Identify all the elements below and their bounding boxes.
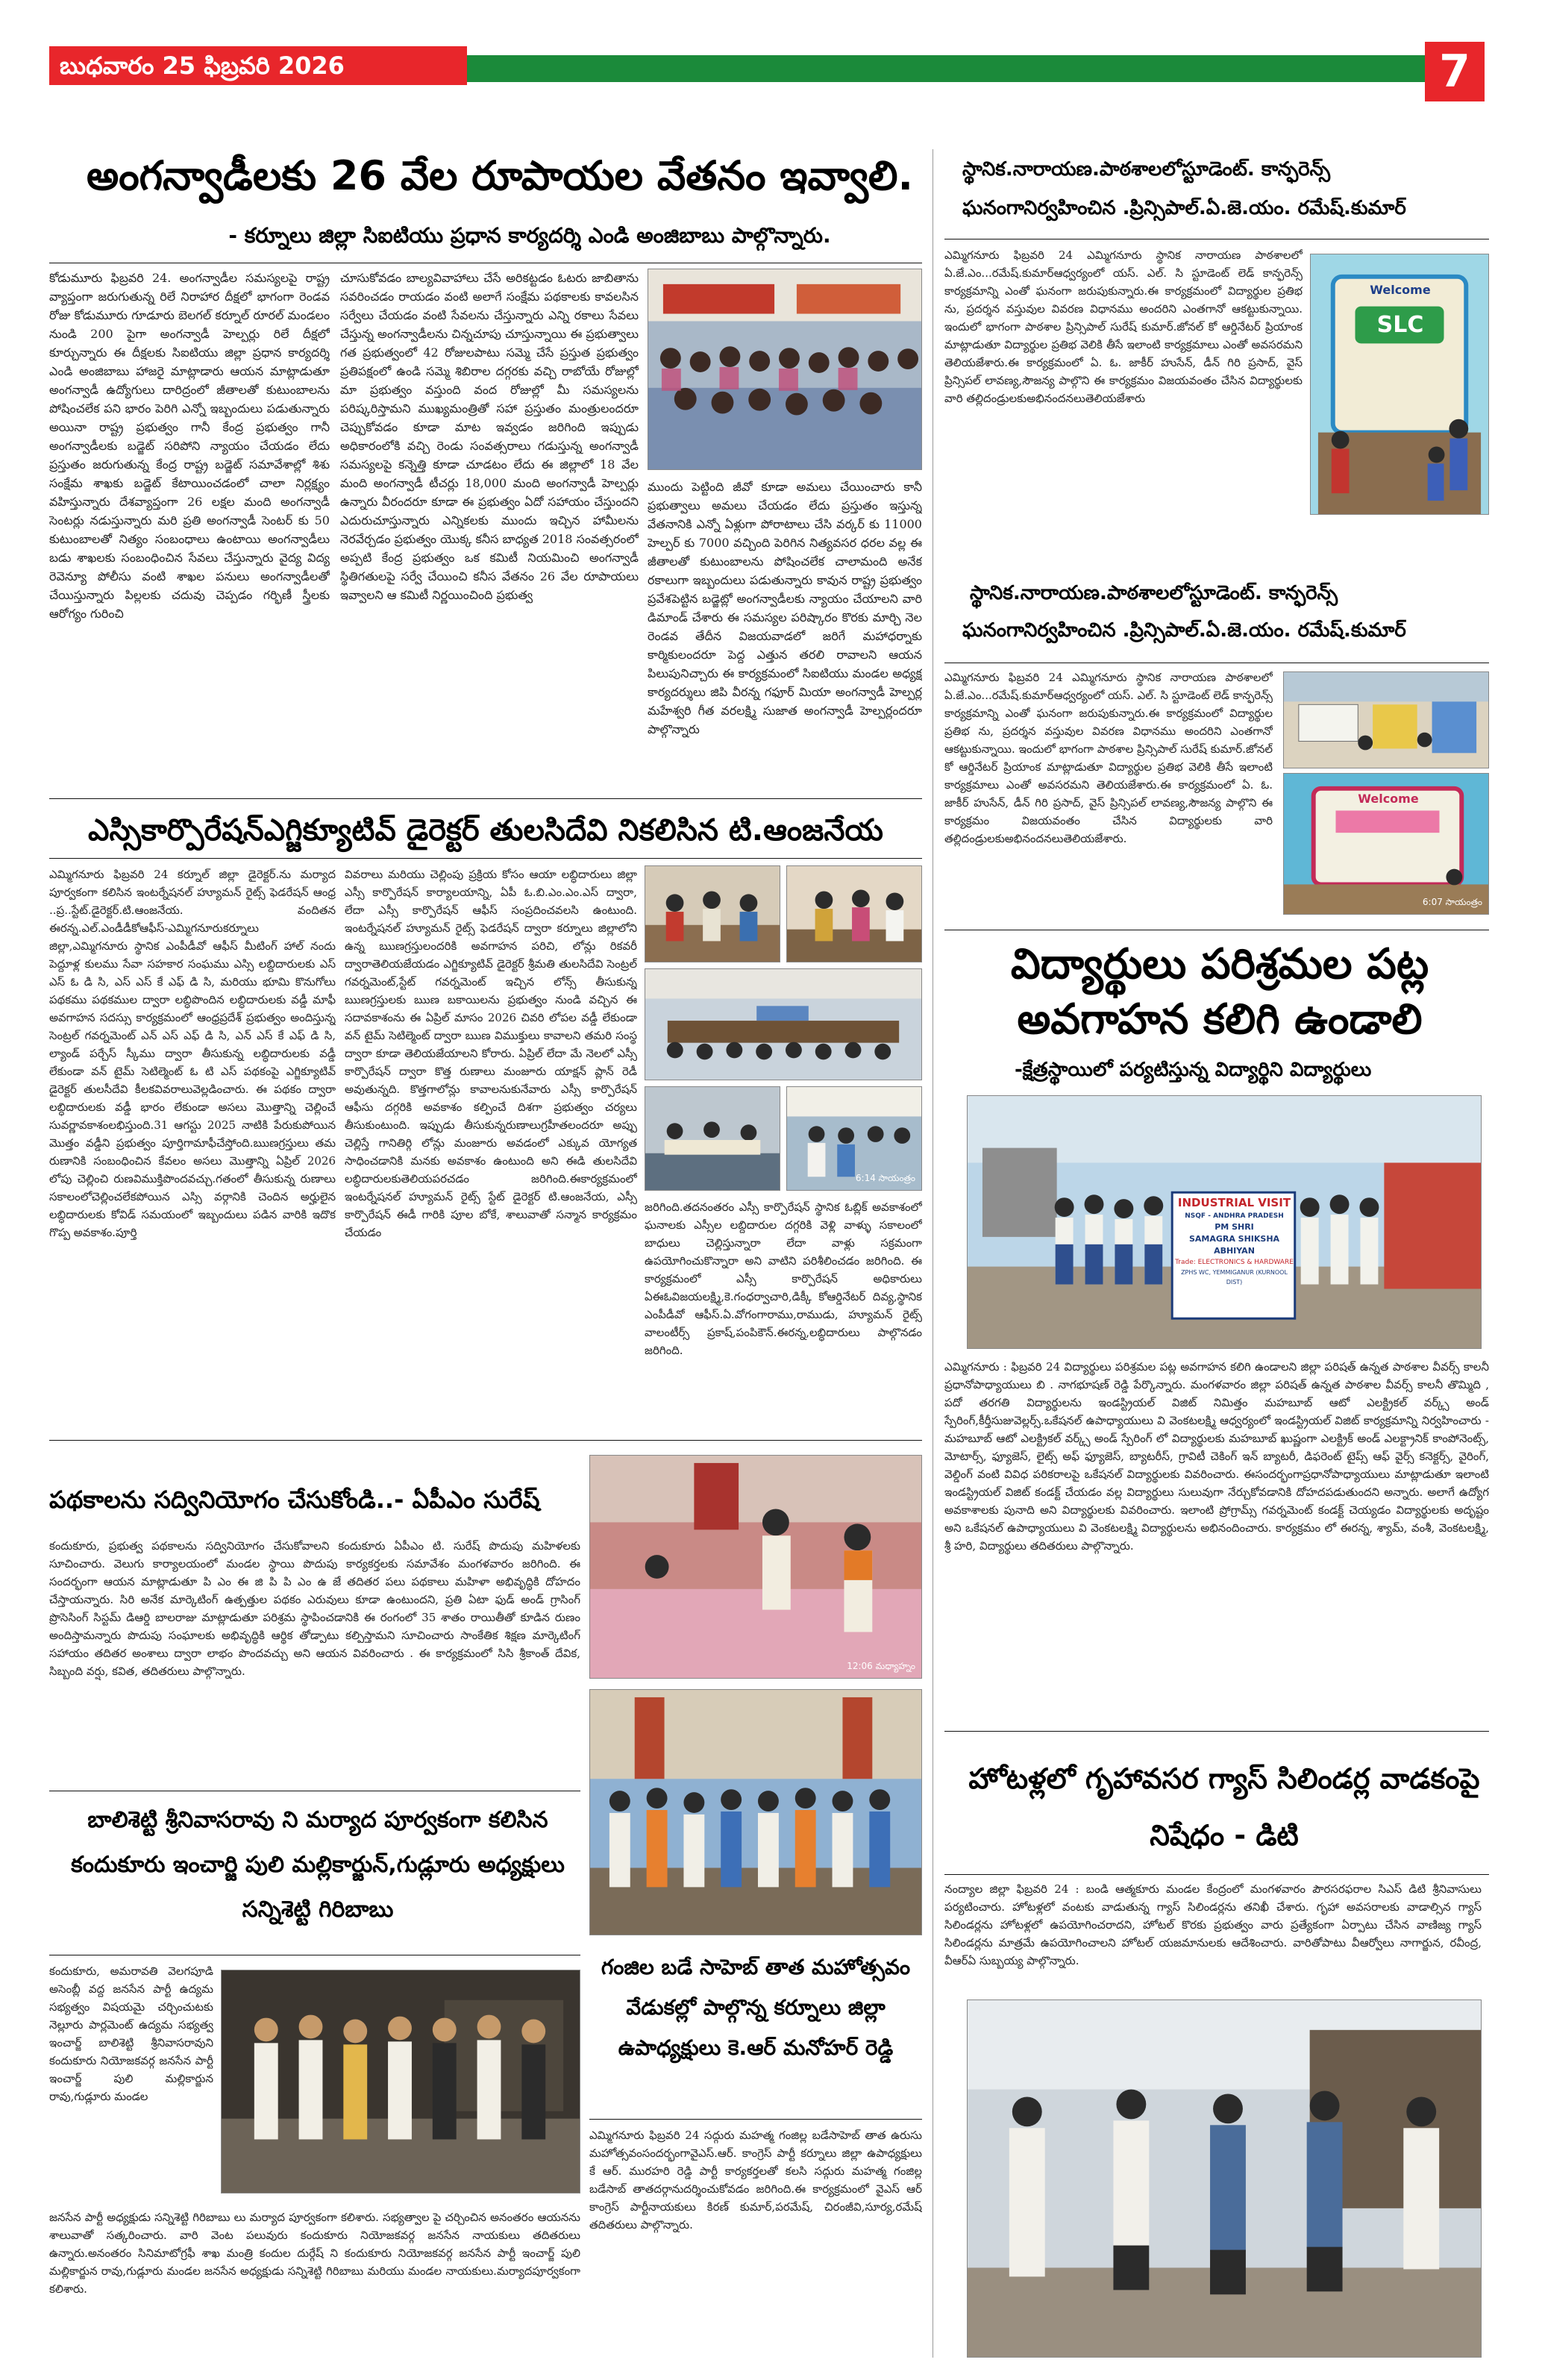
balisetty-headline: బాలిశెట్టి శ్రీనివాసరావు ని మర్యాద పూర్వకంగా కలిసిన కందుకూరు ఇంచార్జి పులి మల్లికార్జున్,గుడ్లూరు అధ్యక్షులు సన్నిశెట్టి గిరిబాబు [71,1807,565,1923]
banner-line-4: ABHIYAN [1214,1246,1255,1256]
gas-top-rule [944,1731,1489,1732]
sc-photo-2 [786,865,922,962]
balisetty-text-left: కందుకూరు, అమరావతి వెలగపూడి అసెంబ్లీ వద్ద జనసేన పార్టీ ఉద్యమ సభ్యత్వం విషయమై చర్చించుటకు నెల్లూరు పార్లమెంట్ ఉద్యమ సభ్యత్వ ఇంచార్జ్ బాలిశెట్టి శ్రీనివాసరావుని కందుకూరు నియోజకవర్గ జనసేన పార్టీ ఇంచార్జ్ పులి మల్లికార్జున రావు,గుడ్లూరు మండల [49,1964,213,2103]
slc2-text: ఎమ్మిగనూరు ఫిబ్రవరి 24 ఎమ్మిగనూరు స్థానిక నారాయణ పాఠశాలలో ఏ.జే.ఎం...రమేష్.కుమార్ఆధ్వర్యంలో యస్. ఎల్. సి స్టూడెంట్ లెడ్ కాన్ఫరెన్స్ కార్యక్రమాన్ని ఎంతో ఘనంగా జరుపుకున్నారు.ఈ కార్యక్రమంలో విద్యార్థుల ప్రతిభ ను, ప్రదర్శన వస్తువుల వివరణ విధానము అందరిని ఎంతగానో ఆకట్టుకున్నాయి. ఇందులో భాగంగా పాఠశాల ప్రిన్సిపాల్ సురేష్ కుమార్.జోనల్ కో ఆర్డినేటర్ ప్రియాంక మాట్లాడుతూ విద్యార్థుల ప్రతిభ వెలికి తీసే ఇలాంటి కార్యక్రమాలు ఎంతో అవసరమని తెలియజేశారు.ఈ కార్యక్రమంలో ఏ. ఓ. జాకీర్ హుసేన్, డీన్ గిరి ప్రసాద్, వైస్ ప్రిన్సిపల్ లావణ్య,సౌజన్య పాల్గొని ఈ కార్యక్రమం విజయవంతం చేసిన విద్యార్థులకు వారి తల్లిదండ్రులకుఅభినందనలుతెలియజేశారు. [944,671,1273,845]
sc-headline: ఎస్సికార్పొరేషన్ఎగ్జిక్యూటివ్ డైరెక్టర్ తులసిదేవి నికలిసిన టి.ఆంజనేయ [88,813,883,848]
story1-headline: అంగన్వాడీలకు 26 వేల రూపాయల వేతనం ఇవ్వాలి. [87,152,913,199]
schemes-text: కందుకూరు, ప్రభుత్వ పథకాలను సద్వినియోగం చేసుకోవాలని కందుకూరు ఏపీఎం టి. సురేష్ పొదుపు మహిళలకు సూచించారు. వెలుగు కార్యాలయంలో మండల స్థాయి పొదుపు కార్యకర్తలకు సమావేశం మంగళవారం జరిగింది. ఈ సందర్భంగా ఆయన మాట్లాడుతూ పి ఎం ఈ జి పి పి ఎం ఉ జే తదితర పలు పథకాలు మహిళా అభివృద్ధికి దోహదం చేస్తాయన్నారు. సిరి అనేక మార్కెటింగ్ ఉత్పత్తుల పథకం ఎరువులు కూడా ఉంటుందని, ప్రతి ఏటా ఫుడ్ అండ్ గ్రాసింగ్ ప్రొసెసింగ్ సిస్టమ్ డిఆర్డి బాలరాజు మాట్లాడుతూ పరిశ్రమ స్థాపించడానికి ఈ రంగంలో 35 శాతం రాయితీతో కూడిన రుణం అందిస్తామన్నారు పొదుపు సంఘాలకు అభివృద్ధికి ఆర్థిక తోడ్పాటు కల్పిస్తామని సూచించారు సాంకేతిక శిక్షణ మార్కెటింగ్ సహాయం తదితర అంశాలు ద్వారా లాభం పొందవచ్చు అని ఆయన వివరించారు . ఈ కార్యక్రమంలో సిసి శ్రీకాంత్ దేవిక, సిబ్బంది వర్షు, కవిత, తదితరులు పాల్గొన్నారు. [49,1539,580,1678]
masthead-date: బుధవారం 25 ఫిబ్రవరి 2026 [60,51,345,80]
story1-column-1: కోడుమూరు ఫిబ్రవరి 24. అంగన్వాడీల సమస్యలపై రాష్ట్ర వ్యాప్తంగా జరుగుతున్న రిలే నిరాహార దీక్షలో భాగంగా రెండవ రోజు కోడుమూరు గూడూరు బెలగల్ కర్నూల్ రూరల్ మండలం నుండి 200 పైగా అంగన్వాడీ హెల్పర్లు రిలే దీక్షలో కూర్చున్నారు ఈ దీక్షలకు సిఐటియు జిల్లా ప్రధాన కార్యదర్శి ఎండి అంజిబాబు హాజరై మాట్లాడారు ఆయన మాట్లాడుతూ అంగన్వాడీ ఉద్యోగులు దారిద్రంలో జీతాలతో కుటుంబాలను పోషించలేక పని భారం పెరిగి ఎన్నో ఇబ్బందులు పడుతున్నారు అయినా రాష్ట్ర ప్రభుత్వం గానీ కేంద్ర ప్రభుత్వం గానీ అంగన్వాడీలకు బడ్జెట్ సరిపోని న్యాయం చేయడం లేదు ప్రస్తుతం జరుగుతున్న కేంద్ర రాష్ట్ర బడ్జెట్ సమావేశాల్లో శిశు సంక్షేమ శాఖకు బడ్జెట్ కేటాయించడంలో చాలా నిర్లక్ష్యం వహిస్తున్నారు దేశవ్యాప్తంగా 26 లక్షల మంది అంగన్వాడీ సెంటర్లు నడుస్తున్నారు మరి ప్రతి అంగన్వాడీ సెంటర్ కు 50 కుటుంబాలతో నిత్యం సంబంధాలు ఉంటాయి అంగన్వాడీలు బడు శాఖలకు సంబంధించిన సేవలు చేస్తున్నారు వైద్య విద్య రెవెన్యూ పోలీసు వంటి శాఖల పనులు అంగన్వాడీలతో చేయిస్తున్నారు పిల్లలకు చదువు చెప్పడం గర్భిణీ స్త్రీలకు ఆరోగ్యం గురించి [49,271,330,621]
story1-column-2: చూసుకోవడం బాల్యవివాహాలు చేసే అరికట్టడం ఓటరు జాబితాను సవరించడం రాయడం వంటి అలాగే సంక్షేమ పథకాలకు కావలసిన సర్వేలు చేయడం వంటి సేవలను చేస్తున్నారు ఎన్ని రకాలు సేవలు చేస్తున్న అంగన్వాడీలను చిన్నచూపు చూస్తున్నాయి ఈ ప్రభుత్వాలు గత ప్రభుత్వంలో 42 రోజులపాటు సమ్మె చేసే ప్రస్తుత ప్రభుత్వం ప్రతిపక్షంలో ఉండి సమ్మె శిబిరాల దగ్గరకు వచ్చి రాబోయే రోజుల్లో మా ప్రభుత్వం వస్తుంది వంద రోజుల్లో మీ సమస్యలను పరిష్కరిస్తామని ముఖ్యమంత్రితో సహా ప్రస్తుతం మంత్రులందరూ చెప్పుకోవడం కూడా మాట ఇవ్వడం జరిగింది ఇప్పుడు అధికారంలోకి వచ్చి రెండు సంవత్సరాలు గడుస్తున్న అంగన్వాడీ సమస్యలపై కన్నెత్తి కూడా చూడటం లేదు ఈ జిల్లాలో 18 వేల మంది అంగన్వాడీ టీచర్లు 18,000 మంది అంగన్వాడీ హెల్పర్లు ఉన్నారు వీరందరూ కూడా ఈ ప్రభుత్వం ఏదో సహాయం చేస్తుందని ఎదురుచూస్తున్నారు ఎన్నికలకు ముందు ఇచ్చిన హామీలను నెరవేర్చడం ప్రభుత్వం యొక్క కనీస బాధ్యత 2018 సంవత్సరంలో అప్పటి కేంద్ర ప్రభుత్వం ఒక కమిటీ నియమించి అంగన్వాడీ స్థితిగతులపై సర్వే చేయించి కనీస వేతనం 26 వేల రూపాయలు ఇవ్వాలని ఆ కమిటీ నిర్ణయించింది ప్రభుత్వ [340,271,639,602]
industrial-visit-banner [1174,1194,1294,1318]
slc1-headline-line2: ఘనంగానిర్వహించిన .ప్రిన్సిపాల్.ఏ.జె.యం. రమేష్.కుమార్ [962,197,1406,219]
sc-column-2: వివరాలు మరియు చెల్లింపు ప్రక్రియ కోసం ఆయా లబ్ధిదారులు జిల్లా ఎస్సీ కార్పొరేషన్ కార్యాలయాన్ని, ఏపీ ఓ.బి.ఎం.ఎం.ఎస్ ద్వారా, లేదా ఎస్సీ కార్పొరేషన్ ఆఫీస్ సంప్రదించవలసి ఉంటుంది. ఇంటర్నేషనల్ హ్యూమన్ రైట్స్ ఫెడరేషన్ ద్వారా కర్నూలు జిల్లాలోని ఉన్న ఋణగ్రస్తులందరికి అవగాహన పరిచి, లోన్లు రికవరీ ద్వారాతెలియజేయడం ఎగ్జిక్యూటివ్ డైరెక్టర్ శ్రీమతి తులసిదేవి సెంట్రల్ గవర్నమెంట్,స్టేట్ గవర్నమెంట్ ఇచ్చిన లోన్స్ తీసుకున్న ఋణగ్రస్తులకు ఋణ బకాయిలను ప్రభుత్వం నుండి వచ్చిన ఈ సదావకాశంను ఈ ఏప్రిల్ మాసం 2026 చివరి లోపల వడ్డీ లేకుండా వన్ టైమ్ సెటిల్మెంట్ ద్వారా ఋణ విముక్తులు కావాలని తమరి సంస్థ ద్వారా కూడా తెలియజేయాలని కోరారు. ఏప్రిల్ లేదా మే నెలలో ఎస్సీ కార్పొరేషన్ ద్వారా కొత్త రుణాలు మంజూరు యాక్షన్ ప్లాన్ రెడీ అవుతున్నది. కొత్తగాలోన్లు కావాలనుకునేవారు ఎస్సీ కార్పొరేషన్ ఆఫీసు దగ్గరికి అవకాశం కల్పించే దిశగా ప్రభుత్వం చర్యలు తీసుకుంటుంది. ఇప్పుడు తీసుకున్నరుణాలుగ్రహీతలందరూ అప్పు చెల్లిస్తే గానితిర్గి లోన్లు మంజూరు అవడంలో ఎక్కువ యోగ్యత సాధించడానికి మనకు అవకాశం ఉంటుంది అని ఈడి తులసిదేవి లబ్ధిదారులకుతెలియపరచడం జరిగింది.ఈకార్యక్రమంలో ఇంటర్నేషనల్ హ్యూమన్ రైట్స్ స్టేట్ డైరెక్టర్ టి.ఆంజనేయ, ఎస్సీ కార్పొరేషన్ ఈడీ గారికి పూల బోకే, శాలువాతో సన్మాన కార్యక్రమం చేయడం [345,868,637,1239]
sc-photo-4 [645,1086,780,1191]
slc1-photo [1310,254,1489,515]
page-number: 7 [1425,42,1485,101]
gas-photo [967,1999,1482,2358]
banner-line-6: ZPHS WC, YEMMIGANUR (KURNOOL DIST) [1181,1269,1288,1285]
ganjala-text: ఎమ్మిగనూరు ఫిబ్రవరి 24 సద్గురు మహత్మ గంజిల్ల బడేసాహెబ్ తాత ఉరుసు మహోత్సవంసందర్భంగావైఎస్.ఆర్. కాంగ్రెస్ పార్టీ కర్నూలు జిల్లా ఉపాధ్యక్షులు కే ఆర్. మురహరి రెడ్డి పార్టీ కార్యకర్తలతో కలసి సద్గురు మహత్మ గంజిల్ల బడేసాబ్ తాతదర్గానుదర్శించుకోవడం జరిగింది.ఈ కార్యక్రమంలో వైఎస్ ఆర్ కాంగ్రెస్ పార్టీనాయకులు కిరణ్ కుమార్,పరమేష్, చిరంజీవి,సూర్య,రమేష్ తదితరులు పాల్గొన్నారు. [589,2129,922,2232]
slc2-photo-timestamp: 6:07 సాయంత్రం [1422,897,1482,907]
slc1-sign-welcome: Welcome [1370,283,1431,297]
slc2-photo-top [1283,671,1489,768]
sc-photo-3 [645,968,922,1080]
industrial-visit-photo [967,1095,1482,1349]
masthead-green-band [467,55,1437,82]
students-subhead: -క్షేత్రస్థాయిలో పర్యటిస్తున్న విద్యార్థిని విద్యార్థులు [1015,1059,1372,1081]
students-headline: విద్యార్థులు పరిశ్రమల పట్ల అవగాహన కలిగి ఉండాలి [1010,940,1429,1044]
slc2-photo-bottom [1283,773,1489,915]
balisetty-photo [221,1970,580,2193]
sc-photo-5 [786,1086,922,1191]
slc1-sign-badge: SLC [1376,312,1424,338]
slc1-text: ఎమ్మిగనూరు ఫిబ్రవరి 24 ఎమ్మిగనూరు స్థానిక నారాయణ పాఠశాలలో ఏ.జే.ఎం...రమేష్.కుమార్ఆధ్వర్యంలో యస్. ఎల్. సి స్టూడెంట్ లెడ్ కాన్ఫరెన్స్ కార్యక్రమాన్ని ఎంతో ఘనంగా జరుపుకున్నారు.ఈ కార్యక్రమంలో విద్యార్థుల ప్రతిభ ను, ప్రదర్శన వస్తువుల వివరణ విధానము అందరిని ఎంతగానో ఆకట్టుకున్నాయి. ఇందులో భాగంగా పాఠశాల ప్రిన్సిపాల్ సురేష్ కుమార్.జోనల్ కో ఆర్డినేటర్ ప్రియాంక మాట్లాడుతూ విద్యార్థుల ప్రతిభ వెలికి తీసే ఇలాంటి కార్యక్రమాలు ఎంతో అవసరమని తెలియజేశారు.ఈ కార్యక్రమంలో ఏ. ఓ. జాకీర్ హుసేన్, డీన్ గిరి ప్రసాద్, వైస్ ప్రిన్సిపల్ లావణ్య,సౌజన్య పాల్గొని ఈ కార్యక్రమం విజయవంతం చేసిన విద్యార్థులకు వారి తల్లిదండ్రులకుఅభినందనలుతెలియజేశారు [944,248,1303,405]
slc2-headline-line2: ఘనంగానిర్వహించిన .ప్రిన్సిపాల్.ఏ.జె.యం. రమేష్.కుమార్ [962,619,1406,642]
schemes-headline: పథకాలను సద్వినియోగం చేసుకోండి..- ఏపీఎం సురేష్ [49,1485,540,1514]
gas-text: నంద్యాల జిల్లా ఫిబ్రవరి 24 : బండి ఆత్మకూరు మండల కేంద్రంలో మంగళవారం పౌరసరఫరాల సిఎస్ డిటి శ్రీనివాసులు పర్యటించారు. హోటళ్లలో వంటకు వాడుతున్న గ్యాస్ సిలిండర్లను తనిఖీ చేశారు. గృహా అవసరాలకు వాడాల్సిన గ్యాస్ సిలిండర్లను హోటళ్లలో ఉపయోగించరాదని, హోటల్ కొరకు ప్రభుత్వం వారు ప్రత్యేకంగా ఏర్పాటు చేసిన వాణిజ్య గ్యాస్ సిలిండర్లను మాత్రమే ఉపయోగించాలని హోటల్ యజమానులకు ఆదేశించారు. వారితోపాటు వీఆర్వోలు నాగార్జున, రవీంద్ర, వీఆర్ఏ సుబ్బయ్య పాల్గొన్నారు. [944,1882,1482,1967]
banner-line-5: Trade: ELECTRONICS & HARDWARE [1175,1259,1294,1266]
ganjala-photo [589,1689,922,1935]
gas-headline: హోటళ్లలో గృహావసర గ్యాస్ సిలిండర్ల వాడకంపై నిషేధం - డిటి [968,1762,1480,1852]
ganjala-headline: గంజిల బడే సాహెబ్ తాత మహోత్సవం వేడుకల్లో పాల్గొన్న కర్నూలు జిల్లా ఉపాధ్యక్షులు కె.ఆర్ మనోహర్ రెడ్డి [601,1955,911,2060]
sc-column-1: ఎమ్మిగనూరు ఫిబ్రవరి 24 కర్నూల్ జిల్లా డైరెక్టర్.ను మర్యాద పూర్వకంగా కలిసిన ఇంటర్నేషనల్ హ్యూమన్ రైట్స్ ఫెడరేషన్ ఆంధ్ర ..ప్ర..స్టేట్.డైరెక్టర్.టి.ఆంజనేయ. వందితన ఈరన్న.ఎల్.ఎండీడీకోఆఫీస్-ఎమ్మిగనూరుకర్నూలు జిల్లా,ఎమ్మిగనూరు స్థానిక ఎంపీడీవో ఆఫీస్ మీటింగ్ హాల్ నందు పెద్దూళ్ల కులము సేవా సహకార సంఘము ఎస్సి లబ్దిదారులకు ఎస్ ఎస్ ఓ డి సి, ఎస్ ఎస్ కే ఎఫ్ డి సి, మరియు భూమి కొనుగోలు పథకము పథకముల ద్వారా లబ్ధిపొందిన లబ్ధిదారులకు వడ్డీ మాఫీ అవగాహన సదస్సు కార్యక్రమంలో ఆంధ్రప్రదేశ్ ప్రభుత్వం అందిస్తున్న సెంట్రల్ గవర్నమెంట్ ఎన్ ఎస్ ఎఫ్ డి సి, ఎన్ ఎస్ కే ఎఫ్ డి సి, ల్యాండ్ పర్చేస్ స్కీము ద్వారా తీసుకున్న లబ్ధిదారులకు వడ్డీ లేకుండా వన్ టైమ్ సెటిల్మెంట్ ఓ టి ఎస్ పథకంపై ఎగ్జిక్యూటివ్ డైరెక్టర్ తులసీదేవి కీలకవివరాలువెల్లడించారు. ఈ పథకం ద్వారా లబ్ధిదారులకు వడ్డీ భారం లేకుండా అసలు మొత్తాన్ని చెల్లించే సువర్ణావకాశంలభిస్తుంది.31 ఆగస్టు 2025 నాటికి పేరుకుపోయిన మొత్తం వడ్డీని ప్రభుత్వం పూర్తిగామాఫీచేస్తోంది.ఋణగ్రస్తులు తమ రుణానికి సంబంధించిన కేవలం అసలు మొత్తాన్ని ఏప్రిల్ 2026 లోపు చెల్లించి రుణవిముక్తిపొందవచ్చు.గతంలో తీసుకున్న రుణాలు సకాలంలోచెల్లించలేకపోయిన ఎస్సి వర్గానికి చెందిన అర్హులైన లబ్ధిదారులకు కోవిడ్ సమయంలో ఇబ్బందులు పడిన వారికి ఇదొక గొప్ప అవకాశం.పూర్తి [49,868,336,1239]
sc-headline-rule [49,858,922,859]
temple-photo-timestamp: 12:06 మధ్యాహ్నం [847,1661,915,1671]
story1-column-3: ముందు పెట్టింది జీవో కూడా అమలు చేయించారు కానీ ప్రభుత్వాలు అమలు చేయడం లేదు ప్రస్తుతం ఇస్తున్న వేతనానికి ఎన్నో ఏళ్లుగా పోరాటాలు చేసి వర్కర్ కు 11000 హెల్పర్ కు 7000 వచ్చింది పెరిగిన నిత్యవసర ధరల వల్ల ఈ జీతాలతో కుటుంబాలను పోషించలేక చాలామంది అనేక రకాలుగా ఇబ్బందులు పడుతున్నారు కావున రాష్ట్ర ప్రభుత్వం ప్రవేశపెట్టిన బడ్జెట్లో అంగన్వాడీలకు న్యాయం చేయాలని వారి డిమాండ్ చేశారు ఈ సమస్యల పరిష్కారం కొరకు మార్చి నెల రెండవ తేదీన విజయవాడలో జరిగే మహాధర్నాకు కార్మికులందరూ పెద్ద ఎత్తున తరలి రావాలని ఆయన పిలుపునిచ్చారు ఈ కార్యక్రమంలో సిఐటియు మండల అధ్యక్ష కార్యదర్శులు జిపి వీరన్న గఫూర్ మియా అంగన్వాడీ హెల్పర్ల మహేశ్వరి గీత వరలక్ష్మి సుజాత అంగన్వాడీ హెల్పర్లందరూ పాల్గొన్నారు [648,480,922,736]
schemes-top-rule [49,1440,922,1441]
anganwadi-protest-photo [648,269,922,470]
sc-photo-timestamp: 6:14 సాయంత్రం [855,1173,915,1183]
banner-title: INDUSTRIAL VISIT [1177,1196,1291,1209]
slc2-sign-welcome: Welcome [1358,792,1419,806]
balisetty-text-full: జనసేన పార్టీ అధ్యక్షుడు సన్నిశెట్టి గిరిబాబు లు మర్యాద పూర్వకంగా కలిశారు. సభ్యత్వాల పై చర్చించిన అనంతరం ఆయనను శాలువాతో సత్కరించారు. వారి వెంట పలువురు కందుకూరు నియోజకవర్గ జనసేన నాయకులు తదితరులు ఉన్నారు.అనంతరం సినిమాటోగ్రఫీ శాఖ మంత్రి కందుల దుర్గేష్ ని కందుకూరు నియోజకవర్గ జనసేన పార్టీ ఇంచార్జ్ పులి మల్లికార్జున రావు,గుడ్లూరు మండల జనసేన అధ్యక్షుడు సన్నిశెట్టి గిరిబాబు మరియు మండల నాయకులు.మర్యాదపూర్వకంగా కలిశారు. [49,2211,580,2296]
temple-photo [589,1455,922,1679]
story1-subhead: - కర్నూలు జిల్లా సిఐటియు ప్రధాన కార్యదర్శి ఎండి అంజిబాబు పాల్గొన్నారు. [228,223,831,248]
banner-line-3: SAMAGRA SHIKSHA [1188,1234,1280,1244]
sc-after-text: జరిగింది.తదనంతరం ఎస్సీ కార్పొరేషన్ స్థానిక ఓబ్లిక్ అవకాశంలో ఘనాలకు ఎస్సీల లబ్దిదారుల దగ్గరికి వెళ్లి వాళ్ళు సకాలంలో బాధులు చెల్లిస్తున్నారా లేదా వాళ్లు సక్రమంగా ఉపయోగించుకొన్నారా అని వాటిని పరిశీలించడం జరిగింది. ఈ కార్యక్రమంలో ఎస్సీ కార్పొరేషన్ అధికారులు ఏఈఓవిజయలక్ష్మి,కె.గంధర్వాచారి,డిక్కీ కోఆర్డినేటర్ దివ్య,స్థానిక ఎంపీడీవో ఆఫీస్.ఏ.వోగంగారాము,రాముడు, హ్యూమన్ రైట్స్ వాలంటీర్స్ ప్రకాష్,పంపికౌన్.ఈరన్న,లబ్ధిదారులు పాల్గొనడం జరిగింది. [645,1200,922,1357]
slc1-headline-line1: స్థానిక.నారాయణ.పాఠశాలలోస్టూడెంట్. కాన్ఫరెన్స్ [962,158,1331,181]
slc2-headline-line1: స్థానిక.నారాయణ.పాఠశాలలోస్టూడెంట్. కాన్ఫరెన్స్ [970,582,1338,604]
gas-headline-rule [944,1874,1489,1875]
banner-line-1: NSQF - ANDHRA PRADESH [1185,1212,1284,1220]
students-text: ఎమ్మిగనూరు : ఫిబ్రవరి 24 విద్యార్థులు పరిశ్రమల పట్ల అవగాహన కలిగి ఉండాలని జిల్లా పరిషత్ ఉన్నత పాఠశాల వీవర్స్ కాలనీ ప్రధానోపాధ్యాయులు బి . నాగభూషణ్ రెడ్డి పేర్కొన్నారు. మంగళవారం జిల్లా పరిషత్ ఉన్నత పాఠశాల వీవర్స్ కాలనీ తొమ్మిది , పదో తరగతి విద్యార్థులను ఇండస్ట్రియల్ విజిట్ నిమిత్తం మహబూబ్ ఆటో ఎలక్ట్రికల్ వర్క్స్ అండ్ స్పేరింగ్,కీర్తీసుజువెల్లర్స్.ఒకేషనల్ ఉపాధ్యాయులు వి వెంకటలక్ష్మి ఆధ్వర్యంలో ఇండస్ట్రియల్ విజిట్ కార్యక్రమాన్ని నిర్వహించారు - మహబూబ్ ఆటో ఎలక్ట్రికల్ వర్క్స్ అండ్ స్పేరింగ్ లో విద్యార్థులకు మహబూబ్ ఖుష్ణంగా ఎలక్ట్రిక్ అండ్ ఎలక్ట్రానిక్ కాంపోనెంట్స్, మోటార్స్, ఫ్యూజెస్, లైట్స్ అఫ్ ఫ్యూజెస్, బ్యాటరీస్, గ్రావిటీ చెకింగ్ ఇన్ బ్యాటరీ, డిఫరెంట్ టైప్స్ ఆఫ్ వైర్స్ కనెక్టర్స్, వైరింగ్, వెల్డింగ్ వంటి వివిధ పరికరాలపై ఒకేషనల్ విద్యార్థులకు వివరించారు. ఈసందర్భంగాప్రధానోపాధ్యాయులు మాట్లాడుతూ ఇలాంటి ఇండస్ట్రియల్ విజిట్ కండక్ట్ చేయడం వల్ల విద్యార్థులు సులువుగా నేర్చుకోవడానికి దోహదపడుతుందని అన్నారు. అలాగే ఉద్యోగ అవకాశాలకు పునాది అని విద్యార్థులకు వివరించారు. ఇలాంటి ప్రోగ్రామ్స్ గవర్నమెంట్ కండక్ట్ చెయ్యడం విద్యార్థులకు అదృష్టం అని ఒకేషనల్ ఉపాధ్యాయులు వి వెంకటలక్ష్మి విద్యార్థులను అభినందించారు. కార్యక్రమం లో ఈరన్న, శ్యామ్, వంశీ, వెంకటలక్ష్మి, శ్రీ హరి, విద్యార్థులు తదితరులు పాల్గొన్నారు. [944,1360,1489,1553]
banner-line-2: PM SHRI [1215,1222,1254,1232]
masthead [0,0,1542,119]
sc-photo-1 [645,865,780,962]
ganjala-rule [589,2119,922,2120]
sc-top-rule [49,798,922,799]
